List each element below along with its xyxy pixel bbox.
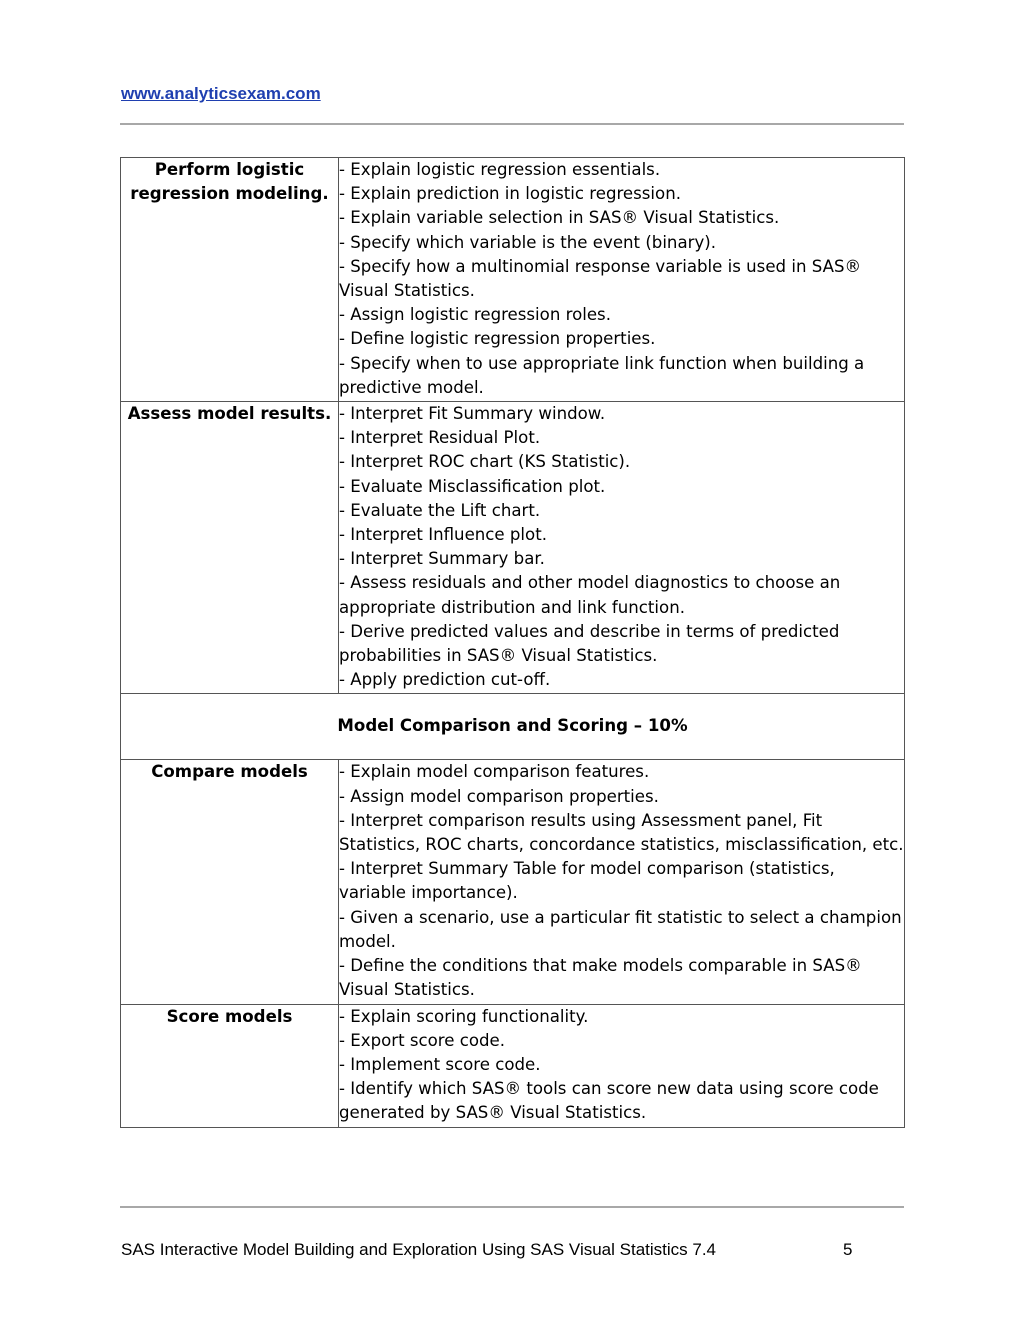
table-row xyxy=(121,402,905,694)
objective-line: - Interpret Influence plot. xyxy=(339,525,547,545)
topic-cell xyxy=(121,1004,339,1127)
topic-cell xyxy=(121,402,339,694)
header-website-link[interactable]: www.analyticsexam.com xyxy=(121,84,321,103)
objective-line: - Assess residuals and other model diagnostics to choose an appropriate distribution and link function. xyxy=(339,573,841,617)
objective-line: - Explain scoring functionality. xyxy=(339,1006,589,1026)
topic-cell xyxy=(121,158,339,402)
objective-line: - Specify which variable is the event (binary). xyxy=(339,232,717,252)
objective-line: - Explain prediction in logistic regression. xyxy=(339,184,681,204)
section-heading: Model Comparison and Scoring – 10% xyxy=(121,694,905,760)
topic-cell xyxy=(121,760,339,1004)
objective-line: - Derive predicted values and describe in terms of predicted probabilities in SAS® Visual Statistics. xyxy=(339,621,840,666)
topic-label: Perform logistic regression modeling. xyxy=(130,160,329,204)
objective-line: - Interpret Summary Table for model comparison (statistics, variable importance). xyxy=(339,859,835,903)
objective-line: - Given a scenario, use a particular fit statistic to select a champion model. xyxy=(339,907,902,951)
objective-line: - Define the conditions that make models comparable in SAS® Visual Statistics. xyxy=(339,956,862,1000)
objective-line: - Evaluate the Lift chart. xyxy=(339,500,541,520)
table-row xyxy=(121,158,905,402)
topic-label: Compare models xyxy=(151,762,308,782)
objectives-cell xyxy=(339,158,905,402)
objective-line: - Explain variable selection in SAS® Visual Statistics. xyxy=(339,208,780,228)
objective-line: - Assign logistic regression roles. xyxy=(339,305,611,325)
objective-line: - Export score code. xyxy=(339,1030,506,1050)
objective-line: - Specify when to use appropriate link function when building a predictive model. xyxy=(339,353,865,397)
topic-label: Score models xyxy=(166,1006,293,1026)
objectives-cell xyxy=(339,760,905,1004)
header-divider xyxy=(120,123,904,125)
footer-divider xyxy=(120,1206,904,1208)
objective-line: - Specify how a multinomial response variable is used in SAS® Visual Statistics. xyxy=(339,256,862,301)
objective-line: - Interpret ROC chart (KS Statistic). xyxy=(339,452,631,472)
objective-line: - Apply prediction cut-off. xyxy=(339,670,551,690)
objective-line: - Evaluate Misclassification plot. xyxy=(339,476,606,496)
objective-line: - Implement score code. xyxy=(339,1054,541,1074)
objective-line: - Interpret Summary bar. xyxy=(339,549,545,569)
exam-objectives-table xyxy=(120,157,905,1128)
table-row xyxy=(121,1004,905,1127)
table-row xyxy=(121,760,905,1004)
objective-line: - Interpret comparison results using Assessment panel, Fit Statistics, ROC charts, concordance statistics, misclassification, etc. xyxy=(339,810,904,855)
objective-line: - Interpret Residual Plot. xyxy=(339,428,541,448)
objective-line: - Identify which SAS® tools can score new data using score code generated by SAS® Visual Statistics. xyxy=(339,1079,879,1123)
objective-line: - Explain logistic regression essentials. xyxy=(339,160,661,179)
section-row xyxy=(121,694,905,760)
objective-line: - Explain model comparison features. xyxy=(339,762,650,782)
objectives-cell xyxy=(339,1004,905,1127)
objectives-cell xyxy=(339,402,905,694)
topic-label: Assess model results. xyxy=(127,404,332,424)
objective-line: - Interpret Fit Summary window. xyxy=(339,404,606,424)
objective-line: - Assign model comparison properties. xyxy=(339,786,659,806)
page-number: 5 xyxy=(843,1240,853,1259)
footer-title: SAS Interactive Model Building and Exploration Using SAS Visual Statistics 7.4 xyxy=(121,1240,716,1259)
objective-line: - Define logistic regression properties. xyxy=(339,329,656,349)
